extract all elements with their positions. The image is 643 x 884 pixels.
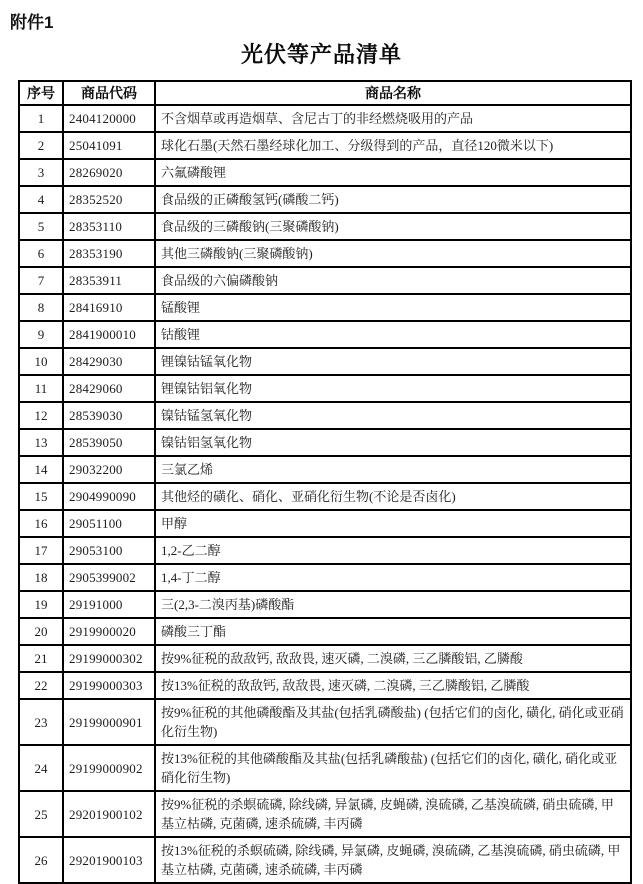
table-row xyxy=(19,294,631,321)
table-row xyxy=(19,510,631,537)
row-no: 21 xyxy=(19,645,63,672)
header-code: 商品代码 xyxy=(63,81,155,105)
row-code: 28429060 xyxy=(63,375,155,402)
table-row xyxy=(19,159,631,186)
row-name: 其他三磷酸钠(三聚磷酸钠) xyxy=(155,240,631,267)
row-code: 2404120000 xyxy=(63,105,155,132)
table-row xyxy=(19,745,631,791)
row-code: 2841900010 xyxy=(63,321,155,348)
row-no: 3 xyxy=(19,159,63,186)
row-code: 28429030 xyxy=(63,348,155,375)
row-no: 15 xyxy=(19,483,63,510)
row-code: 28539050 xyxy=(63,429,155,456)
row-no: 17 xyxy=(19,537,63,564)
table-row xyxy=(19,618,631,645)
row-name: 按9%征税的杀螟硫磷, 除线磷, 异氯磷, 皮蝇磷, 溴硫磷, 乙基溴硫磷, 硝虫硫磷, 甲基立枯磷, 克菌磷, 速杀硫磷, 丰丙磷 xyxy=(155,791,631,837)
table-row xyxy=(19,402,631,429)
row-no: 24 xyxy=(19,745,63,791)
table-row xyxy=(19,348,631,375)
table-row xyxy=(19,699,631,745)
row-code: 29051100 xyxy=(63,510,155,537)
row-name: 六氟磷酸锂 xyxy=(155,159,631,186)
table-row xyxy=(19,564,631,591)
row-code: 2904990090 xyxy=(63,483,155,510)
table-row xyxy=(19,267,631,294)
row-no: 22 xyxy=(19,672,63,699)
table-row xyxy=(19,213,631,240)
row-name: 按13%征税的杀螟硫磷, 除线磷, 异氯磷, 皮蝇磷, 溴硫磷, 乙基溴硫磷, 硝虫硫磷, 甲基立枯磷, 克菌磷, 速杀硫磷, 丰丙磷 xyxy=(155,837,631,883)
row-code: 29199000303 xyxy=(63,672,155,699)
row-code: 28269020 xyxy=(63,159,155,186)
row-name: 食品级的正磷酸氢钙(磷酸二钙) xyxy=(155,186,631,213)
row-name: 其他烃的磺化、硝化、亚硝化衍生物(不论是否卤化) xyxy=(155,483,631,510)
row-name: 食品级的三磷酸钠(三聚磷酸钠) xyxy=(155,213,631,240)
row-code: 29032200 xyxy=(63,456,155,483)
table-row xyxy=(19,132,631,159)
table-header-row xyxy=(19,81,631,105)
row-name: 锰酸锂 xyxy=(155,294,631,321)
row-no: 19 xyxy=(19,591,63,618)
row-no: 9 xyxy=(19,321,63,348)
table-row xyxy=(19,791,631,837)
table-row xyxy=(19,456,631,483)
row-name: 按9%征税的其他磷酸酯及其盐(包括乳磷酸盐) (包括它们的卤化, 磺化, 硝化或亚硝化衍生物) xyxy=(155,699,631,745)
row-no: 26 xyxy=(19,837,63,883)
products-table xyxy=(18,80,632,884)
table-row xyxy=(19,186,631,213)
row-code: 29191000 xyxy=(63,591,155,618)
row-name: 不含烟草或再造烟草、含尼古丁的非经燃烧吸用的产品 xyxy=(155,105,631,132)
row-code: 29201900102 xyxy=(63,791,155,837)
row-code: 28352520 xyxy=(63,186,155,213)
row-name: 食品级的六偏磷酸钠 xyxy=(155,267,631,294)
row-no: 14 xyxy=(19,456,63,483)
row-no: 8 xyxy=(19,294,63,321)
table-row xyxy=(19,591,631,618)
row-no: 2 xyxy=(19,132,63,159)
row-no: 10 xyxy=(19,348,63,375)
row-name: 镍钴铝氢氧化物 xyxy=(155,429,631,456)
row-code: 28353110 xyxy=(63,213,155,240)
row-code: 2905399002 xyxy=(63,564,155,591)
row-code: 29199000901 xyxy=(63,699,155,745)
row-name: 按13%征税的敌敌钙, 敌敌畏, 速灭磷, 二溴磷, 三乙膦酸铝, 乙膦酸 xyxy=(155,672,631,699)
row-name: 1,2-乙二醇 xyxy=(155,537,631,564)
row-name: 镍钴锰氢氧化物 xyxy=(155,402,631,429)
row-no: 20 xyxy=(19,618,63,645)
row-no: 7 xyxy=(19,267,63,294)
row-no: 16 xyxy=(19,510,63,537)
table-row xyxy=(19,429,631,456)
row-no: 4 xyxy=(19,186,63,213)
table-row xyxy=(19,672,631,699)
table-row xyxy=(19,483,631,510)
row-name: 钴酸锂 xyxy=(155,321,631,348)
row-no: 23 xyxy=(19,699,63,745)
table-row xyxy=(19,537,631,564)
table-row xyxy=(19,105,631,132)
row-no: 1 xyxy=(19,105,63,132)
row-no: 11 xyxy=(19,375,63,402)
row-name: 1,4-丁二醇 xyxy=(155,564,631,591)
row-name: 锂镍钴锰氧化物 xyxy=(155,348,631,375)
row-code: 29201900103 xyxy=(63,837,155,883)
row-no: 13 xyxy=(19,429,63,456)
row-name: 三(2,3-二溴丙基)磷酸酯 xyxy=(155,591,631,618)
row-code: 29199000302 xyxy=(63,645,155,672)
row-code: 28353190 xyxy=(63,240,155,267)
row-no: 12 xyxy=(19,402,63,429)
header-no: 序号 xyxy=(19,81,63,105)
page-title: 光伏等产品清单 xyxy=(240,42,402,67)
table-row xyxy=(19,240,631,267)
table-row xyxy=(19,837,631,883)
row-code: 28539030 xyxy=(63,402,155,429)
table-row xyxy=(19,645,631,672)
table-body xyxy=(19,105,631,883)
row-name: 锂镍钴铝氧化物 xyxy=(155,375,631,402)
row-code: 2919900020 xyxy=(63,618,155,645)
header-name: 商品名称 xyxy=(155,81,631,105)
row-code: 25041091 xyxy=(63,132,155,159)
row-name: 按13%征税的其他磷酸酯及其盐(包括乳磷酸盐) (包括它们的卤化, 磺化, 硝化或亚硝化衍生物) xyxy=(155,745,631,791)
row-code: 29199000902 xyxy=(63,745,155,791)
row-no: 18 xyxy=(19,564,63,591)
row-no: 6 xyxy=(19,240,63,267)
row-no: 5 xyxy=(19,213,63,240)
row-code: 28416910 xyxy=(63,294,155,321)
row-code: 28353911 xyxy=(63,267,155,294)
attachment-label: 附件1 xyxy=(10,13,54,32)
row-code: 29053100 xyxy=(63,537,155,564)
table-row xyxy=(19,321,631,348)
table-row xyxy=(19,375,631,402)
row-name: 按9%征税的敌敌钙, 敌敌畏, 速灭磷, 二溴磷, 三乙膦酸铝, 乙膦酸 xyxy=(155,645,631,672)
row-no: 25 xyxy=(19,791,63,837)
row-name: 球化石墨(天然石墨经球化加工、分级得到的产品，直径120微米以下) xyxy=(155,132,631,159)
row-name: 三氯乙烯 xyxy=(155,456,631,483)
row-name: 甲醇 xyxy=(155,510,631,537)
row-name: 磷酸三丁酯 xyxy=(155,618,631,645)
